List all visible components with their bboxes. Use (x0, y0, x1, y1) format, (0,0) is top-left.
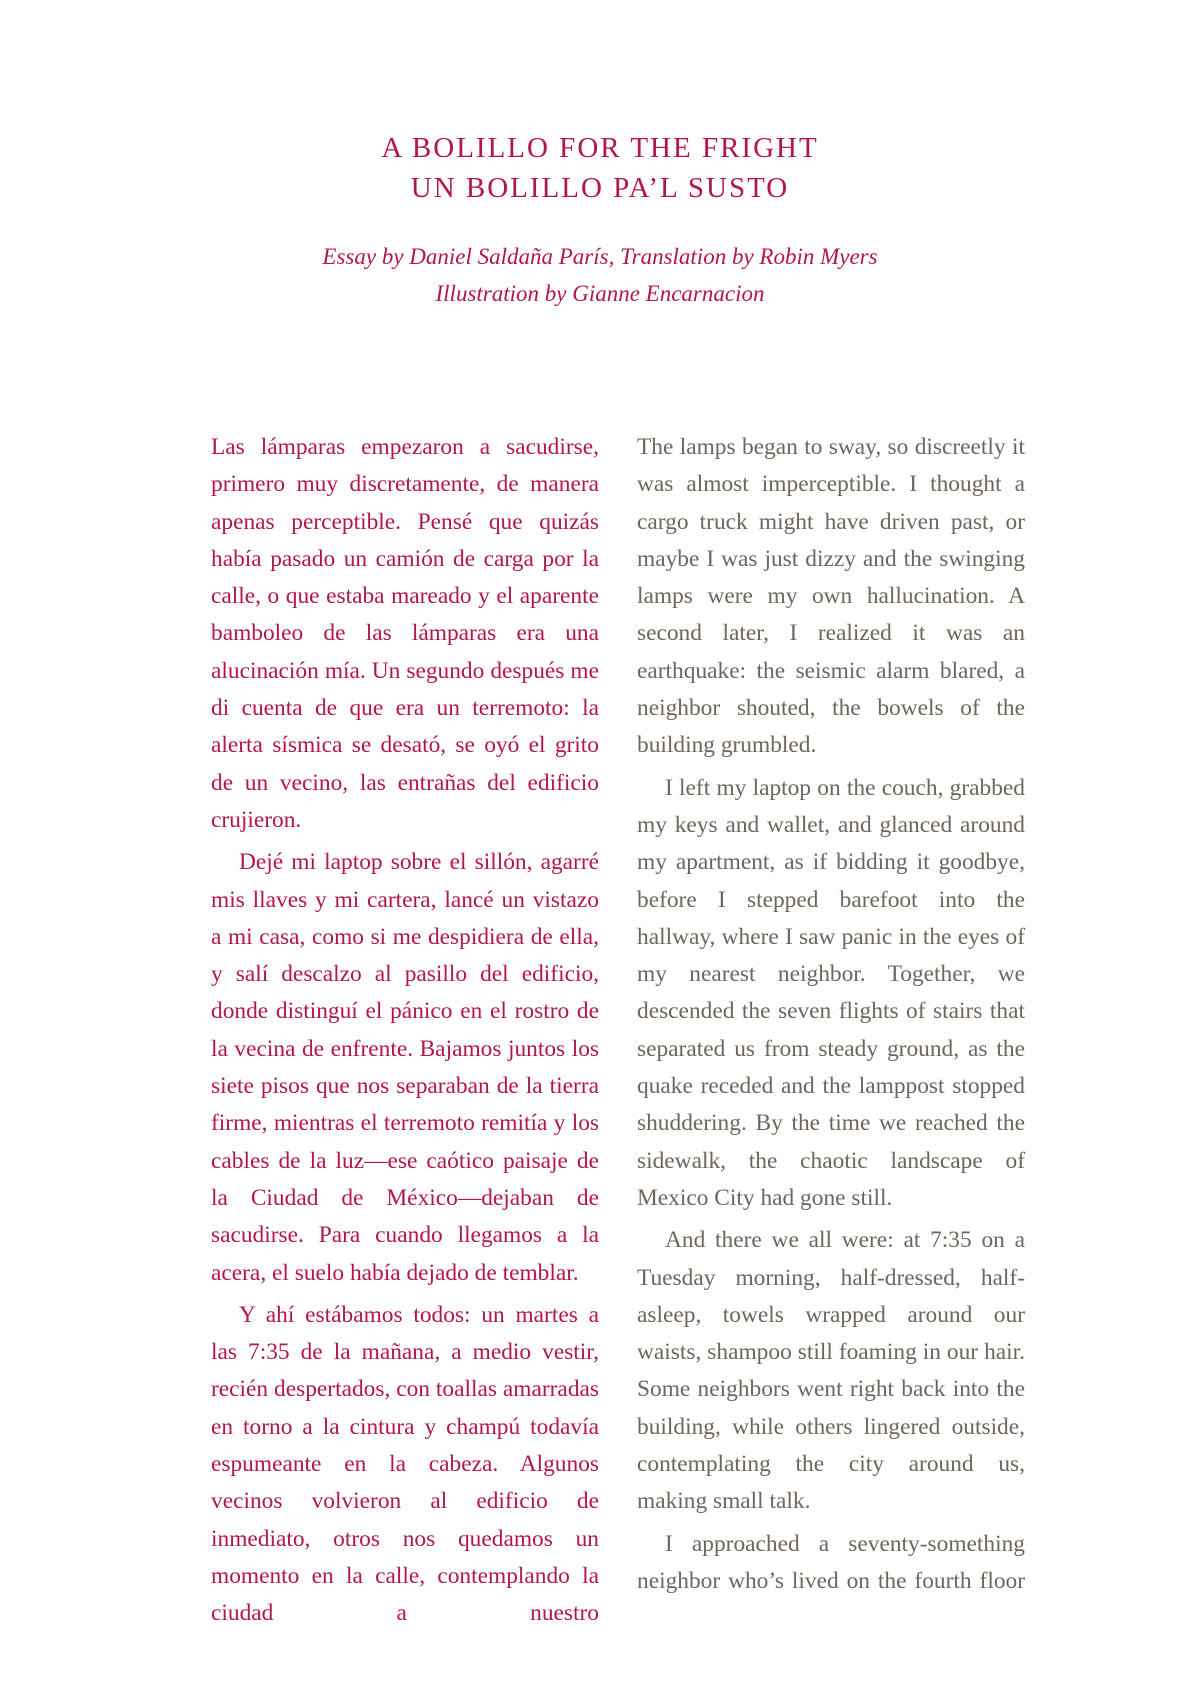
title-english: A BOLILLO FOR THE FRIGHT (381, 132, 819, 164)
illustration-credit: Illustration by Gianne Encarnacion (435, 281, 765, 306)
english-column (637, 429, 1025, 1605)
essay-header (0, 128, 1200, 312)
english-paragraph: I approached a seventy-something neighbor who’s lived on the fourth floor (637, 1530, 1025, 1594)
english-paragraph: The lamps began to sway, so discreetly it was almost imperceptible. I thought a cargo truck might have driven past, or maybe I was just dizzy and the swinging lamps were my own hallucination. A second later, I realized it was an earthquake: the seismic alarm blared, a neighbor shouted, the bowels of the building grumbled. (637, 434, 1025, 759)
spanish-column (211, 429, 599, 1638)
english-paragraph: I left my laptop on the couch, grabbed my keys and wallet, and glanced around my apartment, as if bidding it goodbye, before I stepped barefoot into the hallway, where I saw panic in the eyes of my nearest neighbor. Together, we descended the seven flights of stairs that separated us from steady ground, as the quake receded and the lamppost stopped shuddering. By the time we reached the sidewalk, the chaotic landscape of Mexico City had gone still. (637, 774, 1025, 1211)
spanish-paragraph: Las lámparas empezaron a sacudirse, primero muy discretamente, de manera apenas perceptible. Pensé que quizás había pasado un camión de carga por la calle, o que estaba mareado y el aparente bamboleo de las lámparas era una alucinación mía. Un segundo después me di cuenta de que era un terremoto: la alerta sísmica se desató, se oyó el grito de un vecino, las entrañas del edificio crujieron. (211, 434, 599, 833)
title-spanish: UN BOLILLO PA’L SUSTO (410, 172, 790, 204)
essay-translation-credit: Essay by Daniel Saldaña París, Translation by Robin Myers (322, 244, 878, 269)
english-paragraph: And there we all were: at 7:35 on a Tuesday morning, half-dressed, half-asleep, towels wrapped around our waists, shampoo still foaming in our hair. Some neighbors went right back into the building, while others lingered outside, contemplating the city around us, making small talk. (637, 1227, 1025, 1515)
spanish-paragraph: Y ahí estábamos todos: un martes a las 7:35 de la mañana, a medio vestir, recién despertados, con toallas amarradas en torno a la cintura y champú todavía espumeante en la cabeza. Algunos vecinos volvieron al edificio de inmediato, otros nos quedamos un momento en la calle, contemplando la ciudad a nuestro (211, 1301, 599, 1627)
spanish-paragraph: Dejé mi laptop sobre el sillón, agarré mis llaves y mi cartera, lancé un vistazo a mi casa, como si me despidiera de ella, y salí descalzo al pasillo del edificio, donde distinguí el pánico en el rostro de la vecina de enfrente. Bajamos juntos los siete pisos que nos separaban de la tierra firme, mientras el terremoto remitía y los cables de la luz—ese caótico paisaje de la Ciudad de México—dejaban de sacudirse. Para cuando llegamos a la acera, el suelo había dejado de temblar. (211, 849, 599, 1286)
credits (0, 238, 1200, 312)
